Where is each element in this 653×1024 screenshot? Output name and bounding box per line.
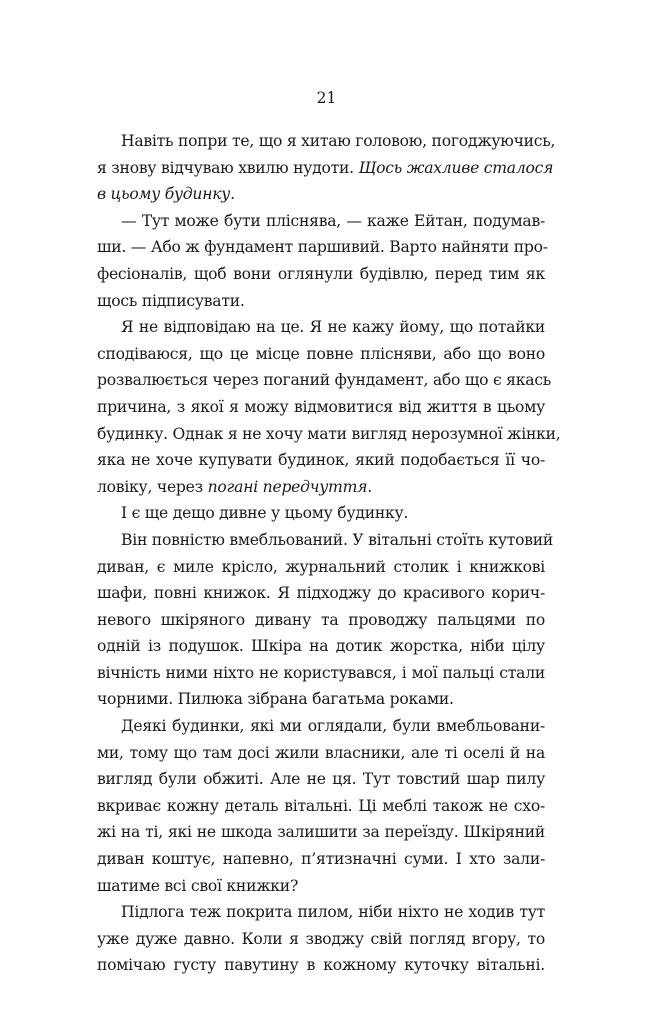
text-line [97,926,545,953]
text-line [97,686,545,713]
text-run: шафи, повні книжок. Я підходжу до красивого корич- [97,584,545,603]
text-run: — Тут може бути пліснява, — каже Ейтан, подумав- [121,211,545,230]
text-run: ловіку, через [97,477,208,496]
text-line [97,181,545,208]
text-run: яка не хоче купувати будинок, який подобається її чо- [97,451,545,470]
text-line [97,341,545,368]
text-line [97,288,545,315]
text-line [97,500,545,527]
text-run: розвалюється через поганий фундамент, або що є якась [97,371,552,390]
text-line [97,899,545,926]
text-line [97,447,545,474]
text-run: шатиме всі свої книжки? [97,876,299,895]
text-line [97,952,545,979]
text-run: невого шкіряного дивану та проводжу пальцями по [97,610,545,629]
text-line [97,846,545,873]
text-line [97,421,561,448]
text-line [97,713,545,740]
text-line [97,314,545,341]
text-run: Я не відповідаю на це. Я не кажу йому, що потайки [121,318,545,337]
text-line [97,580,545,607]
text-run: Він повністю вмебльований. У вітальні стоїть кутовий [121,530,554,549]
text-line [97,660,545,687]
text-line [97,474,545,501]
text-line [97,234,548,261]
text-run: уже дуже давно. Коли я зводжу свій погляд вгору, то [97,929,545,948]
text-run: сподіваюся, що це місце повне плісняви, або що воно [97,344,545,363]
italic-text: в цьому будинку. [97,185,235,204]
text-run: ми, тому що там досі жили власники, але ті оселі й на [97,743,545,762]
text-line [97,740,545,767]
text-line [97,793,545,820]
text-run: Підлога теж покрита пилом, ніби ніхто не ходив тут [121,903,545,922]
text-line [97,873,545,900]
text-run: Деякі будинки, які ми оглядали, були вмебльовани- [121,717,545,736]
text-run: вкриває кожну деталь вітальні. Ці меблі також не схо- [97,796,545,815]
text-line [97,261,545,288]
text-line [97,607,545,634]
text-run: фесіоналів, щоб вони оглянули будівлю, перед тим як [97,264,545,283]
text-line [97,208,545,235]
text-line [97,367,552,394]
text-run: жі на ті, які не шкода залишити за переїзду. Шкіряний [97,823,545,842]
text-run: І є ще дещо дивне у цьому будинку. [121,504,409,523]
text-line [97,527,554,554]
text-run: Навіть попри те, що я хитаю головою, погоджуючись, [121,132,556,150]
body-text [97,128,561,979]
text-run: ши. — Або ж фундамент паршивий. Варто найняти про- [97,238,548,257]
text-run: щось підписувати. [97,291,245,310]
text-line [97,128,556,155]
page-number: 21 [316,89,337,107]
text-line [97,633,545,660]
italic-text: погані передчуття [207,477,368,496]
text-run: вічність ними ніхто не користувався, і мої пальці стали [97,663,545,682]
text-run: я знову відчуваю хвилю нудоти. [97,158,359,177]
italic-text: Щось жахливе сталося [358,158,554,177]
text-run: вигляд були обжиті. Але не ця. Тут товстий шар пилу [97,770,545,789]
text-run: будинку. Однак я не хочу мати вигляд нерозумної жінки, [97,424,561,443]
text-line [97,554,545,581]
text-run: помічаю густу павутину в кожному куточку вітальні. [97,956,545,975]
text-run: причина, з якої я можу відмовитися від життя в цьому [97,397,545,416]
text-line [97,819,545,846]
text-run: диван, є миле крісло, журнальний столик і книжкові [97,557,545,576]
text-line [97,766,545,793]
text-line [97,155,554,182]
text-run: чорними. Пилюка зібрана багатьма роками. [97,690,454,709]
text-run: одній із подушок. Шкіра на дотик жорстка, ніби цілу [97,637,545,656]
text-run: диван коштує, напевно, п’ятизначні суми. І хто зали- [97,850,545,869]
text-run: . [367,477,372,496]
text-line [97,394,545,421]
